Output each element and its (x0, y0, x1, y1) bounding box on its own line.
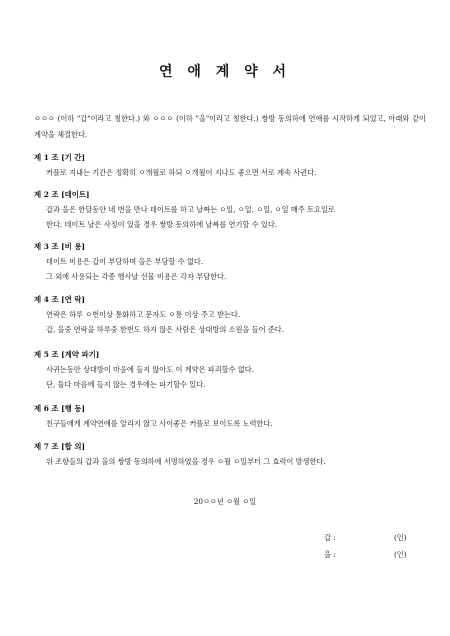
article-line: 연락은 하루 ㅇ번이상 통화하고 문자도 ㅇ통 이상 주고 받는다. (46, 310, 241, 319)
party-eul-signature (324, 550, 407, 560)
article-body (34, 202, 426, 232)
article-body (34, 454, 426, 469)
article-1 (34, 151, 426, 180)
article-heading: 제 1 조 [기 간] (34, 153, 85, 162)
article-6 (34, 402, 426, 431)
page-title: 연 애 계 약 서 (158, 64, 292, 80)
article-4 (34, 293, 426, 337)
article-line: 그 외에 사용되는 각종 행사날 선물 비용은 각자 부담한다. (46, 272, 227, 281)
article-heading: 제 4 조 [연 락] (34, 295, 85, 304)
contract-date: 20ㅇㅇ년 ㅇ월 ㅇ일 (193, 497, 257, 506)
article-line: 위 조항들의 갑과 을의 쌍방 동의하에 서명하였을 경우 ㅇ월 ㅇ일부터 그 효력이 발생한다. (46, 457, 326, 466)
seal-mark: (인) (394, 533, 407, 542)
party-label: 갑 : (324, 533, 336, 542)
article-heading: 제 3 조 [비 용] (34, 242, 85, 251)
article-3 (34, 240, 426, 284)
article-body (34, 362, 426, 392)
article-5 (34, 348, 426, 392)
article-heading: 제 5 조 [계약 파기] (34, 350, 100, 359)
article-body (34, 416, 426, 431)
article-body (34, 254, 426, 284)
party-label: 을 : (324, 550, 336, 559)
article-body (34, 165, 426, 180)
seal-mark: (인) (394, 550, 407, 559)
article-2 (34, 188, 426, 232)
article-line: 갑, 을중 연락을 하루중 한번도 하지 않은 사람은 상대방의 소원을 들어 준다. (46, 325, 284, 334)
article-line: 갑과 을은 한달동안 네 번을 만나 데이트를 하고 날짜는 ㅇ일, ㅇ일, ㅇ일, ㅇ일 매주 토요일로 (46, 205, 335, 214)
article-line: 친구들에게 계약연애를 알리지 않고 사이좋은 커플로 보이도록 노력한다. (46, 419, 273, 428)
intro-paragraph: ㅇㅇㅇ (이하 "갑"이라고 칭한다.) 와 ㅇㅇㅇ (이하 "을"이라고 칭한다.) 쌍방 동의하에 연애를 시작하게 되었고, 아래와 같이 계약을 체결한다. (34, 114, 426, 139)
party-gap-signature (324, 533, 407, 543)
article-line: 커플로 지내는 기간은 정확히 ㅇ개월로 하되 ㅇ개월이 지나도 좋으면 서로 계속 사귄다. (46, 168, 317, 177)
article-7 (34, 440, 426, 469)
article-body (34, 307, 426, 337)
article-heading: 제 6 조 [행 동] (34, 404, 85, 413)
article-line: 데이트 비용은 갑이 부담하며 을은 부담할 수 없다. (46, 257, 204, 266)
article-line: 사귀는동안 상대방이 마음에 들지 않아도 이 계약은 파괴할수 없다. (46, 365, 255, 374)
article-heading: 제 2 조 [데이트] (34, 190, 90, 199)
article-line: 한다. 데이트 날은 사정이 있을 경우 쌍방 동의하에 날짜를 연기할 수 있다. (46, 220, 278, 229)
article-line: 단, 둘다 마음에 들지 않는 경우에는 파기할수 있다. (46, 380, 206, 389)
article-heading: 제 7 조 [합 의] (34, 442, 85, 451)
